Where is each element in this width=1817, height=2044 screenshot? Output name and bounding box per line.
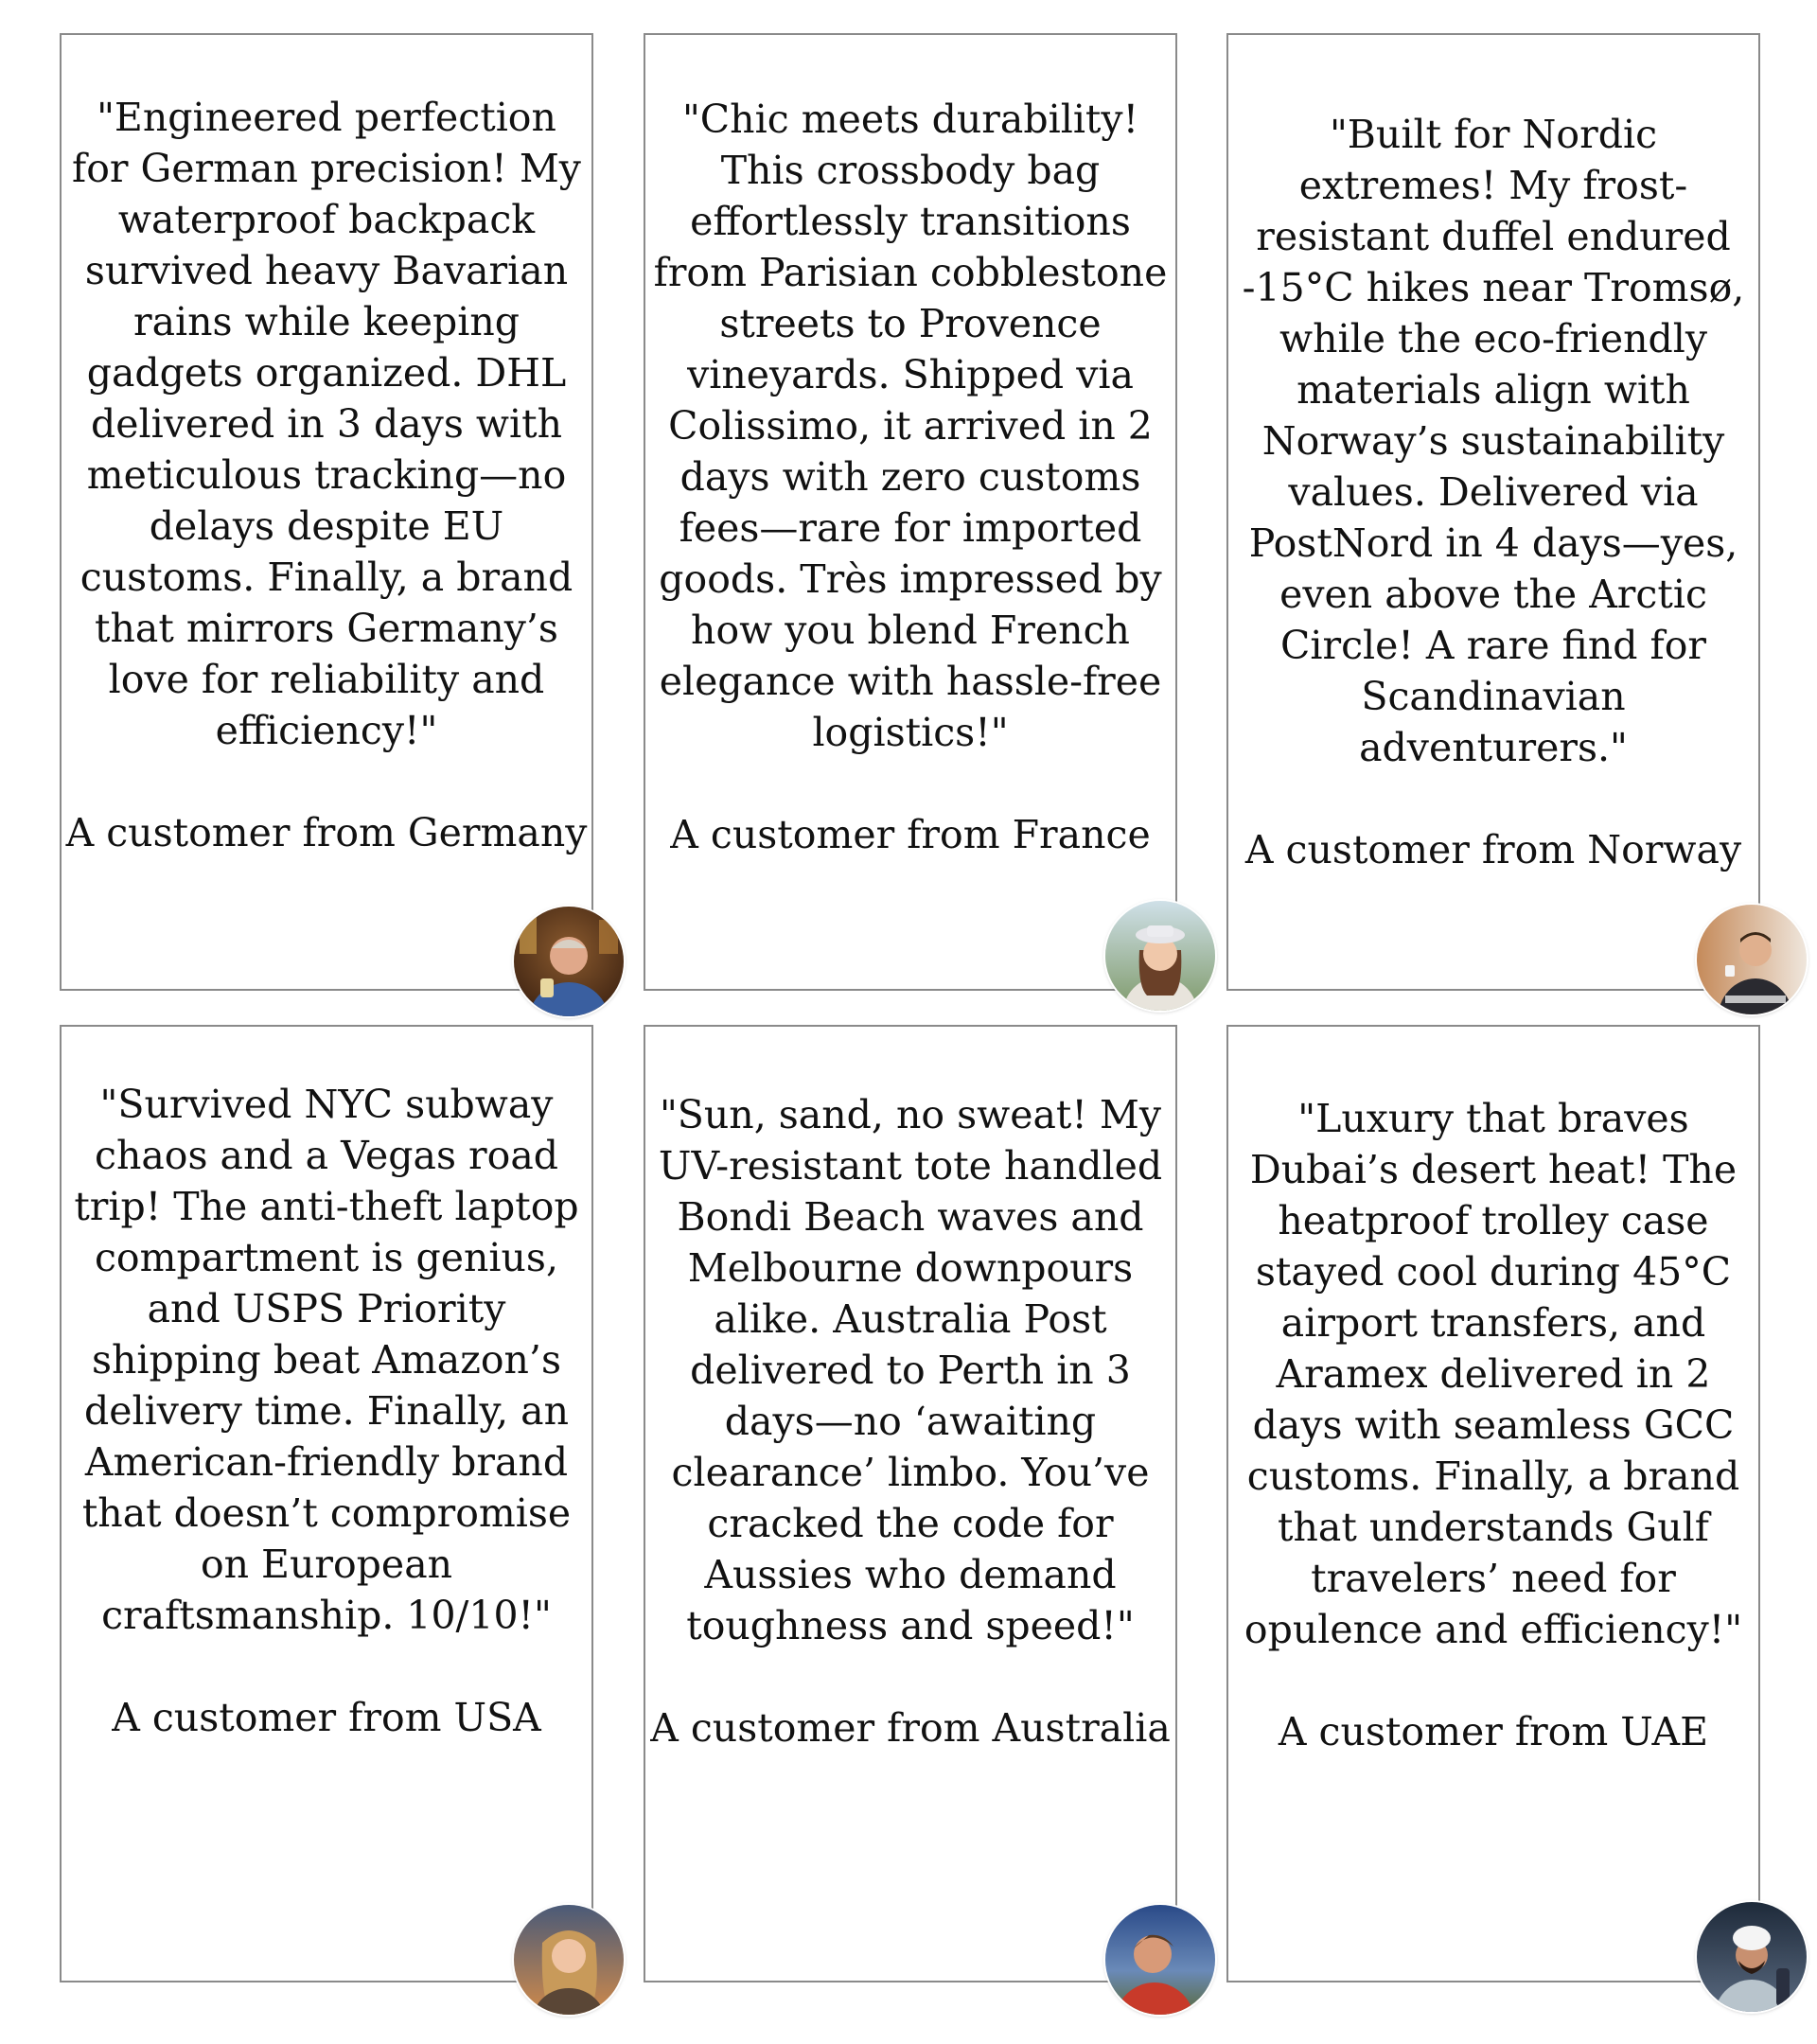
testimonial-content bbox=[645, 94, 1175, 860]
testimonial-card-france bbox=[644, 33, 1177, 991]
avatar-norway-icon bbox=[1697, 905, 1807, 1014]
testimonial-customer: A customer from Germany bbox=[65, 810, 588, 855]
testimonial-content bbox=[1228, 1093, 1758, 1757]
testimonial-customer: A customer from USA bbox=[112, 1695, 541, 1740]
avatar-australia-icon bbox=[1105, 1905, 1215, 2015]
testimonial-quote: "Built for Nordic extremes! My frost-resistant duffel endured -15°C hikes near Tromsø, while the eco-friendly materials align with Norway’s sustainability values. Delivered via PostNord in 4 days—yes, even above the Arctic Circle! A rare find for Scandinavian adventurers." bbox=[1242, 112, 1745, 770]
testimonial-content bbox=[62, 1079, 591, 1743]
avatar-france-icon bbox=[1105, 901, 1215, 1011]
testimonial-quote: "Luxury that braves Dubai’s desert heat! The heatproof trolley case stayed cool during 45°C airport transfers, and Aramex delivered in 2 days with seamless GCC customs. Finally, a brand that understands Gulf travelers’ need for opulence and efficiency!" bbox=[1244, 1096, 1743, 1652]
testimonial-customer: A customer from Norway bbox=[1244, 827, 1742, 872]
testimonial-content bbox=[1228, 109, 1758, 875]
testimonial-customer: A customer from Australia bbox=[650, 1705, 1171, 1751]
testimonial-card-uae bbox=[1226, 1025, 1760, 1982]
testimonial-card-usa bbox=[60, 1025, 593, 1982]
testimonial-customer: A customer from France bbox=[670, 812, 1151, 857]
avatar-usa-icon bbox=[514, 1905, 624, 2015]
testimonial-card-australia bbox=[644, 1025, 1177, 1982]
testimonial-card-norway bbox=[1226, 33, 1760, 991]
avatar-germany-icon bbox=[514, 907, 624, 1016]
testimonial-content bbox=[62, 92, 591, 858]
testimonial-customer: A customer from UAE bbox=[1278, 1709, 1709, 1754]
testimonial-quote: "Chic meets durability! This crossbody bag effortlessly transitions from Parisian cobblestone streets to Provence vineyards. Shipped via Colissimo, it arrived in 2 days with zero customs fees—rare for imported goods. Très impressed by how you blend French elegance with hassle-free logistics!" bbox=[653, 97, 1168, 755]
testimonial-quote: "Engineered perfection for German precision! My waterproof backpack survived heavy Bavarian rains while keeping gadgets organized. DHL delivered in 3 days with meticulous tracking—no delays despite EU customs. Finally, a brand that mirrors Germany’s love for reliability and efficiency!" bbox=[72, 95, 581, 753]
avatar-uae-icon bbox=[1697, 1902, 1807, 2012]
testimonial-card-germany bbox=[60, 33, 593, 991]
testimonial-quote: "Sun, sand, no sweat! My UV-resistant tote handled Bondi Beach waves and Melbourne downpours alike. Australia Post delivered to Perth in 3 days—no ‘awaiting clearance’ limbo. You’ve cracked the code for Aussies who demand toughness and speed!" bbox=[658, 1092, 1163, 1648]
testimonial-content bbox=[645, 1089, 1175, 1753]
testimonial-quote: "Survived NYC subway chaos and a Vegas road trip! The anti-theft laptop compartment is genius, and USPS Priority shipping beat Amazon’s delivery time. Finally, an American-friendly brand that doesn’t compromise on European craftsmanship. 10/10!" bbox=[74, 1082, 579, 1638]
